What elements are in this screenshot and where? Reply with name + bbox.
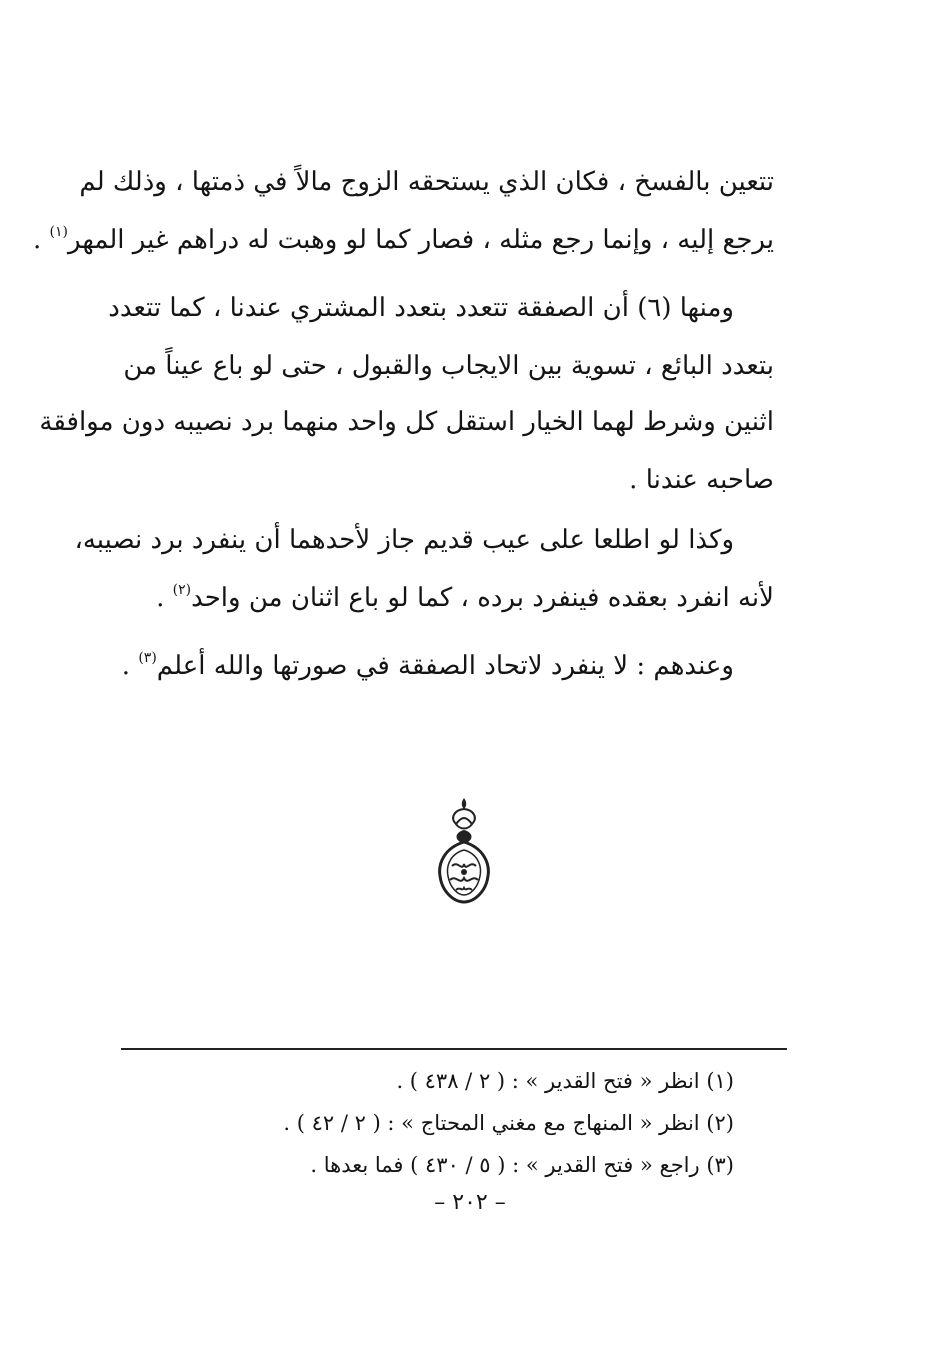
body-line-5	[39, 400, 774, 444]
footnote-ref-3: (٣)	[138, 650, 157, 666]
body-line-2-text: يرجع إليه ، وإنما رجع مثله ، فصار كما لو وهبت له دراهم غير المهر	[68, 225, 774, 255]
body-line-8	[134, 576, 774, 620]
body-line-1-text: تتعين بالفسخ ، فكان الذي يستحقه الزوج مالاً في ذمتها ، وذلك لم	[79, 167, 774, 197]
body-line-3-text: ومنها (٦) أن الصفقة تتعدد بتعدد المشتري عندنا ، كما تتعدد	[108, 293, 734, 323]
end-dot-3: .	[121, 651, 131, 681]
body-line-5-text: اثنين وشرط لهما الخيار استقل كل واحد منهما برد نصيبه دون موافقة	[39, 407, 774, 437]
body-line-6-text: صاحبه عندنا .	[629, 465, 774, 495]
footnote-ref-2: (٢)	[172, 582, 192, 598]
footnote-3: (٣) راجع « فتح القدير » : ( ٥ / ٤٣٠ ) فما بعدها .	[310, 1153, 734, 1177]
body-line-9-text: وعندهم : لا ينفرد لاتحاد الصفقة في صورتها والله أعلم	[156, 651, 734, 681]
page-number: – ٢٠٢ –	[434, 1190, 506, 1215]
body-line-6	[134, 458, 774, 502]
footnote-divider	[121, 1048, 787, 1050]
body-line-3	[108, 286, 734, 330]
footnote-ref-1: (١)	[49, 224, 69, 240]
body-line-1	[79, 160, 774, 204]
body-line-7	[74, 518, 734, 562]
body-line-4-text: بتعدد البائع ، تسوية بين الايجاب والقبول ، حتى لو باع عيناً من	[123, 351, 774, 381]
body-line-4	[123, 344, 774, 388]
body-line-7-text: وكذا لو اطلعا على عيب قديم جاز لأحدهما أن ينفرد برد نصيبه،	[74, 525, 734, 555]
footnote-1: (١) انظر « فتح القدير » : ( ٢ / ٤٣٨ ) .	[396, 1069, 734, 1093]
body-line-2	[33, 218, 774, 262]
end-dot-2: .	[156, 583, 165, 613]
footnote-2: (٢) انظر « المنهاج مع مغني المحتاج » : ( ٢ / ٤٢ ) .	[283, 1111, 734, 1135]
body-line-9	[121, 644, 734, 688]
ornament-icon	[432, 796, 496, 904]
end-dot: .	[33, 225, 42, 255]
body-line-8-text: لأنه انفرد بعقده فينفرد برده ، كما لو باع اثنان من واحد	[191, 583, 774, 613]
